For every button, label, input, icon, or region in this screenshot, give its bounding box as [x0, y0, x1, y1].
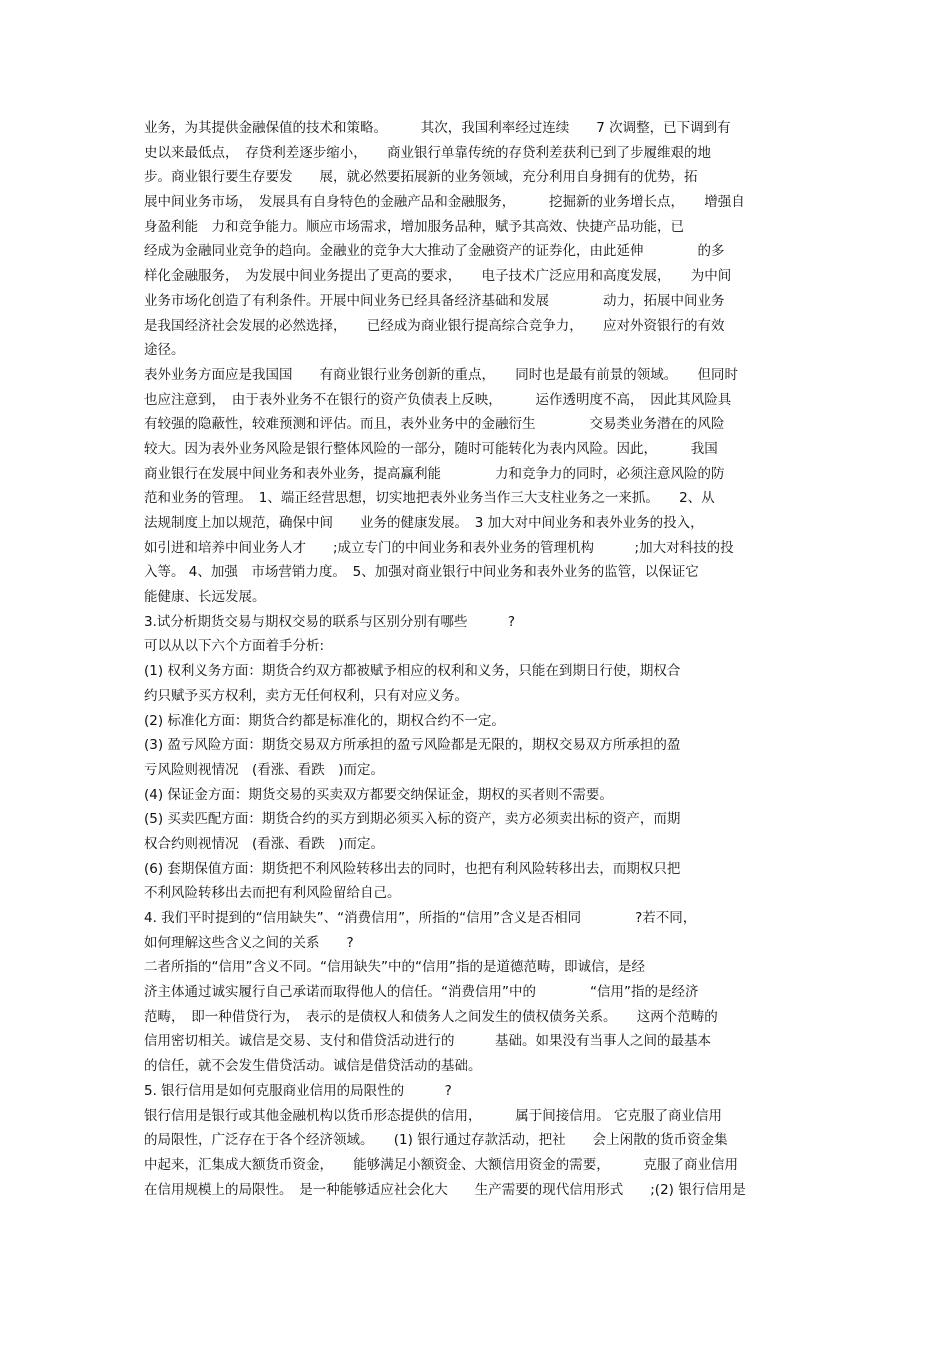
text-line: 可以从以下六个方面着手分析: [144, 638, 325, 655]
text-line: 权合约则视情况 (看涨、看跌 )而定。 [144, 835, 385, 852]
text-line: 范畴， 即一种借贷行为， 表示的是债权人和债务人之间发生的债权债务关系。 这两个范畴的 [144, 1008, 718, 1025]
text-line: 能健康、长远发展。 [144, 589, 266, 606]
text-line: 样化金融服务， 为发展中间业务提出了更高的要求， 电子技术广泛应用和高度发展， 为中间 [144, 268, 732, 285]
list-item: (2) 标准化方面：期货合约都是标准化的，期权合约不一定。 [144, 712, 505, 729]
text-line: 济主体通过诚实履行自己承诺而取得他人的信任。“消费信用”中的 “信用”指的是经济 [144, 984, 699, 1001]
text-line: 是我国经济社会发展的必然选择， 已经成为商业银行提高综合竞争力， 应对外资银行的有效 [144, 317, 725, 334]
text-line: 途径。 [144, 342, 185, 359]
text-line: 业务，为其提供金融保值的技术和策略。 其次，我国利率经过连续 7 次调整，已下调到有 [144, 120, 731, 136]
text-line: 史以来最低点， 存贷利差逐步缩小， 商业银行单靠传统的存贷利差获利已到了步履维艰的地 [144, 144, 711, 161]
text-line: 也应注意到， 由于表外业务不在银行的资产负债表上反映， 运作透明度不高， 因此其风险具 [144, 391, 732, 408]
question-heading: 3.试分析期货交易与期权交易的联系与区别分别有哪些 ? [144, 613, 516, 630]
text-line: 业务市场化创造了有利条件。开展中间业务已经具备经济基础和发展 动力，拓展中间业务 [144, 292, 725, 309]
text-line: 二者所指的“信用”含义不同。“信用缺失”中的“信用”指的是道德范畴，即诚信，是经 [144, 959, 645, 976]
text-line: 信用密切相关。诚信是交易、支付和借贷活动进行的 基础。如果没有当事人之间的最基本 [144, 1033, 711, 1050]
text-line: 的局限性，广泛存在于各个经济领域。 (1) 银行通过存款活动，把社 会上闲散的货币资金集 [144, 1132, 728, 1149]
list-item: (6) 套期保值方面：期货把不利风险转移出去的同时，也把有利风险转移出去，而期权只把 [144, 860, 681, 877]
document-body [144, 116, 814, 1202]
text-line: 在信用规模上的局限性。 是一种能够适应社会化大 生产需要的现代信用形式 ;(2) 银行信用是 [144, 1181, 746, 1198]
text-line: 中起来，汇集成大额货币资金， 能够满足小额资金、大额信用资金的需要， 克服了商业信用 [144, 1156, 738, 1173]
text-line: 有较强的隐蔽性，较难预测和评估。而且，表外业务中的金融衍生 交易类业务潜在的风险 [144, 416, 725, 433]
list-item: (1) 权利义务方面：期货合约双方都被赋予相应的权利和义务，只能在到期日行使，期权合 [144, 663, 681, 680]
question-heading: 4. 我们平时提到的“信用缺失”、“消费信用”，所指的“信用”含义是否相同 ?若不同， [144, 910, 697, 926]
text-line: 身盈利能 力和竞争能力。顺应市场需求，增加服务品种，赋予其高效、快捷产品功能，已 [144, 218, 684, 235]
text-line: 银行信用是银行或其他金融机构以货币形态提供的信用， 属于间接信用。 它克服了商业信用 [144, 1107, 723, 1124]
text-line: 如引进和培养中间业务人才 ;成立专门的中间业务和表外业务的管理机构 ;加大对科技的投 [144, 539, 734, 556]
text-line: 经成为金融同业竞争的趋向。金融业的竞争大大推动了金融资产的证券化，由此延伸 的多 [144, 243, 725, 260]
text-line: 入等。 4、加强 市场营销力度。 5、加强对商业银行中间业务和表外业务的监管，以保证它 [144, 564, 699, 581]
text-line: 步。商业银行要生存要发 展，就必然要拓展新的业务领域，充分利用自身拥有的优势，拓 [144, 169, 698, 186]
text-line: 约只赋予买方权利，卖方无任何权利，只有对应义务。 [144, 687, 468, 704]
text-line: 的信任，就不会发生借贷活动。诚信是借贷活动的基础。 [144, 1058, 482, 1075]
text-line: 商业银行在发展中间业务和表外业务，提高赢利能 力和竞争力的同时，必须注意风险的防 [144, 465, 725, 482]
question-heading: 5. 银行信用是如何克服商业信用的局限性的 ? [144, 1082, 452, 1099]
text-line: 较大。因为表外业务风险是银行整体风险的一部分，随时可能转化为表内风险。因此， 我国 [144, 440, 718, 457]
list-item: (4) 保证金方面：期货交易的买卖双方都要交纳保证金，期权的买者则不需要。 [144, 786, 613, 803]
text-line: 不利风险转移出去而把有利风险留给自己。 [144, 885, 401, 902]
question-heading: 如何理解这些含义之间的关系 ? [144, 934, 354, 951]
list-item: (3) 盈亏风险方面：期货交易双方所承担的盈亏风险都是无限的，期权交易双方所承担的盈 [144, 737, 681, 754]
text-line: 法规制度上加以规范，确保中间 业务的健康发展。 3 加大对中间业务和表外业务的投入， [144, 515, 704, 531]
text-line: 亏风险则视情况 (看涨、看跌 )而定。 [144, 761, 385, 778]
text-line: 范和业务的管理。 1、端正经营思想，切实地把表外业务当作三大支柱业务之一来抓。 2、从 [144, 490, 715, 507]
text-line: 展中间业务市场， 发展具有自身特色的金融产品和金融服务， 挖掘新的业务增长点， 增强自 [144, 194, 745, 211]
list-item: (5) 买卖匹配方面：期货合约的买方到期必须买入标的资产，卖方必须卖出标的资产，而期 [144, 811, 681, 828]
text-line: 表外业务方面应是我国国 有商业银行业务创新的重点， 同时也是最有前景的领域。 但同时 [144, 366, 738, 383]
